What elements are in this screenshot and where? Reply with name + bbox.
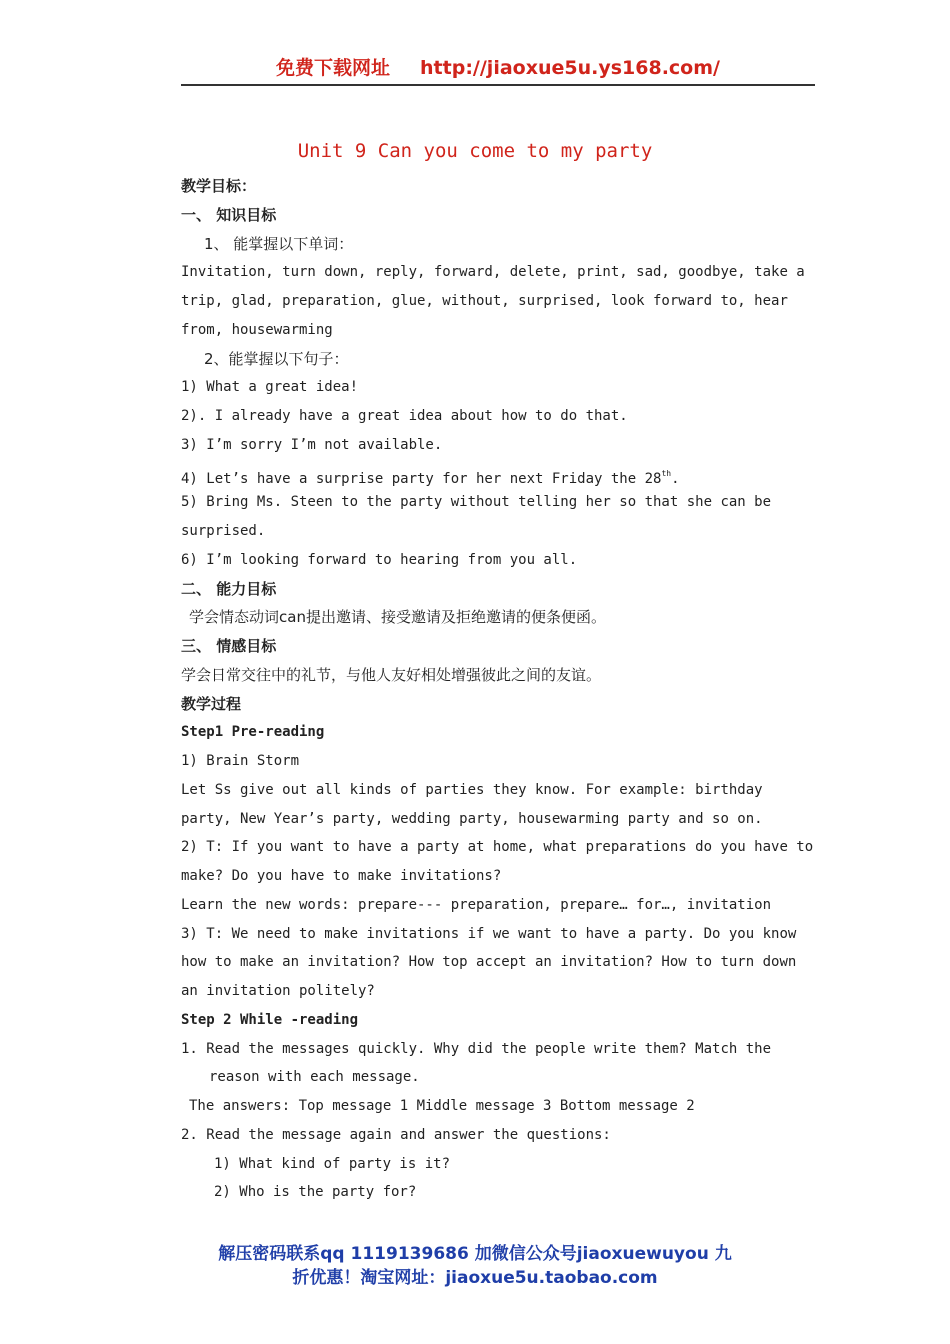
sentence-4-end: .	[671, 470, 680, 487]
item-words-heading: 1、 能掌握以下单词：	[204, 234, 354, 253]
vocab-line-2: trip, glad, preparation, glue, without, surprised, look forward to, hear	[181, 293, 788, 309]
section-heading-ability: 二、 能力目标	[181, 579, 277, 598]
section-heading-knowledge: 一、 知识目标	[181, 205, 277, 224]
sentence-1: 1) What a great idea!	[181, 379, 359, 396]
ability-text: 学会情态动词can提出邀请、接受邀请及拒绝邀请的便条便函。	[189, 608, 606, 627]
sentence-5: 5) Bring Ms. Steen to the party without telling her so that she can be	[181, 494, 772, 511]
section-heading-objectives: 教学目标：	[181, 177, 257, 195]
step2-item-2: 2. Read the message again and answer the questions:	[181, 1126, 611, 1143]
step1-text-1: Let Ss give out all kinds of parties they know. For example: birthday	[181, 781, 763, 798]
vocab-line-1: Invitation, turn down, reply, forward, delete, print, sad, goodbye, take a	[181, 264, 805, 281]
footer-line-1: 解压密码联系qq 1119139686 加微信公众号jiaoxuewuyou 九	[218, 1244, 732, 1264]
header-label: 免费下载网址	[276, 57, 391, 79]
header-url-link[interactable]: http://jiaoxue5u.ys168.com/	[420, 57, 720, 79]
question-2: 2) Who is the party for?	[214, 1184, 417, 1201]
header-banner	[181, 54, 815, 86]
step1-text-2: party, New Year’s party, wedding party, housewarming party and so on.	[181, 810, 763, 827]
sentence-2: 2). I already have a great idea about how to do that.	[181, 408, 628, 424]
footer-line-2: 折优惠！淘宝网址：jiaoxue5u.taobao.com	[292, 1268, 658, 1288]
item-sentences-heading: 2、能掌握以下句子：	[204, 349, 349, 368]
step1-item-3-cont-2: an invitation politely?	[181, 983, 375, 999]
step2-answers: The answers: Top message 1 Middle message 3 Bottom message 2	[189, 1098, 695, 1114]
section-heading-process: 教学过程	[181, 694, 242, 713]
step2-item-1: 1. Read the messages quickly. Why did the people write them? Match the	[181, 1040, 772, 1057]
sentence-5-cont: surprised.	[181, 523, 266, 539]
emotion-text: 学会日常交往中的礼节，与他人友好相处增强彼此之间的友谊。	[181, 665, 602, 684]
sentence-3: 3) I’m sorry I’m not available.	[181, 436, 443, 453]
step2-heading: Step 2 While -reading	[181, 1011, 359, 1028]
sentence-4-text: 4) Let’s have a surprise party for her next Friday the 28	[181, 470, 662, 487]
document-body	[181, 172, 821, 1207]
sentence-6: 6) I’m looking forward to hearing from you all.	[181, 551, 578, 568]
step1-new-words: Learn the new words: prepare--- preparation, prepare… for…, invitation	[181, 896, 772, 913]
step1-item-3-cont-1: how to make an invitation? How top accept an invitation? How to turn down	[181, 954, 797, 971]
sentence-4	[181, 460, 821, 489]
question-1: 1) What kind of party is it?	[214, 1155, 451, 1172]
page-title: Unit 9 Can you come to my party	[297, 140, 653, 162]
step1-item-3: 3) T: We need to make invitations if we want to have a party. Do you know	[181, 925, 797, 942]
step1-item-2-cont: make? Do you have to make invitations?	[181, 868, 502, 884]
step1-item-1: 1) Brain Storm	[181, 753, 300, 769]
step1-heading: Step1 Pre-reading	[181, 724, 325, 741]
step1-item-2: 2) T: If you want to have a party at home, what preparations do you have to	[181, 839, 814, 856]
sentence-4-superscript: th	[661, 468, 672, 478]
vocab-line-3: from, housewarming	[181, 321, 333, 338]
step2-item-1-cont: reason with each message.	[209, 1069, 420, 1086]
section-heading-emotion: 三、 情感目标	[181, 637, 277, 655]
